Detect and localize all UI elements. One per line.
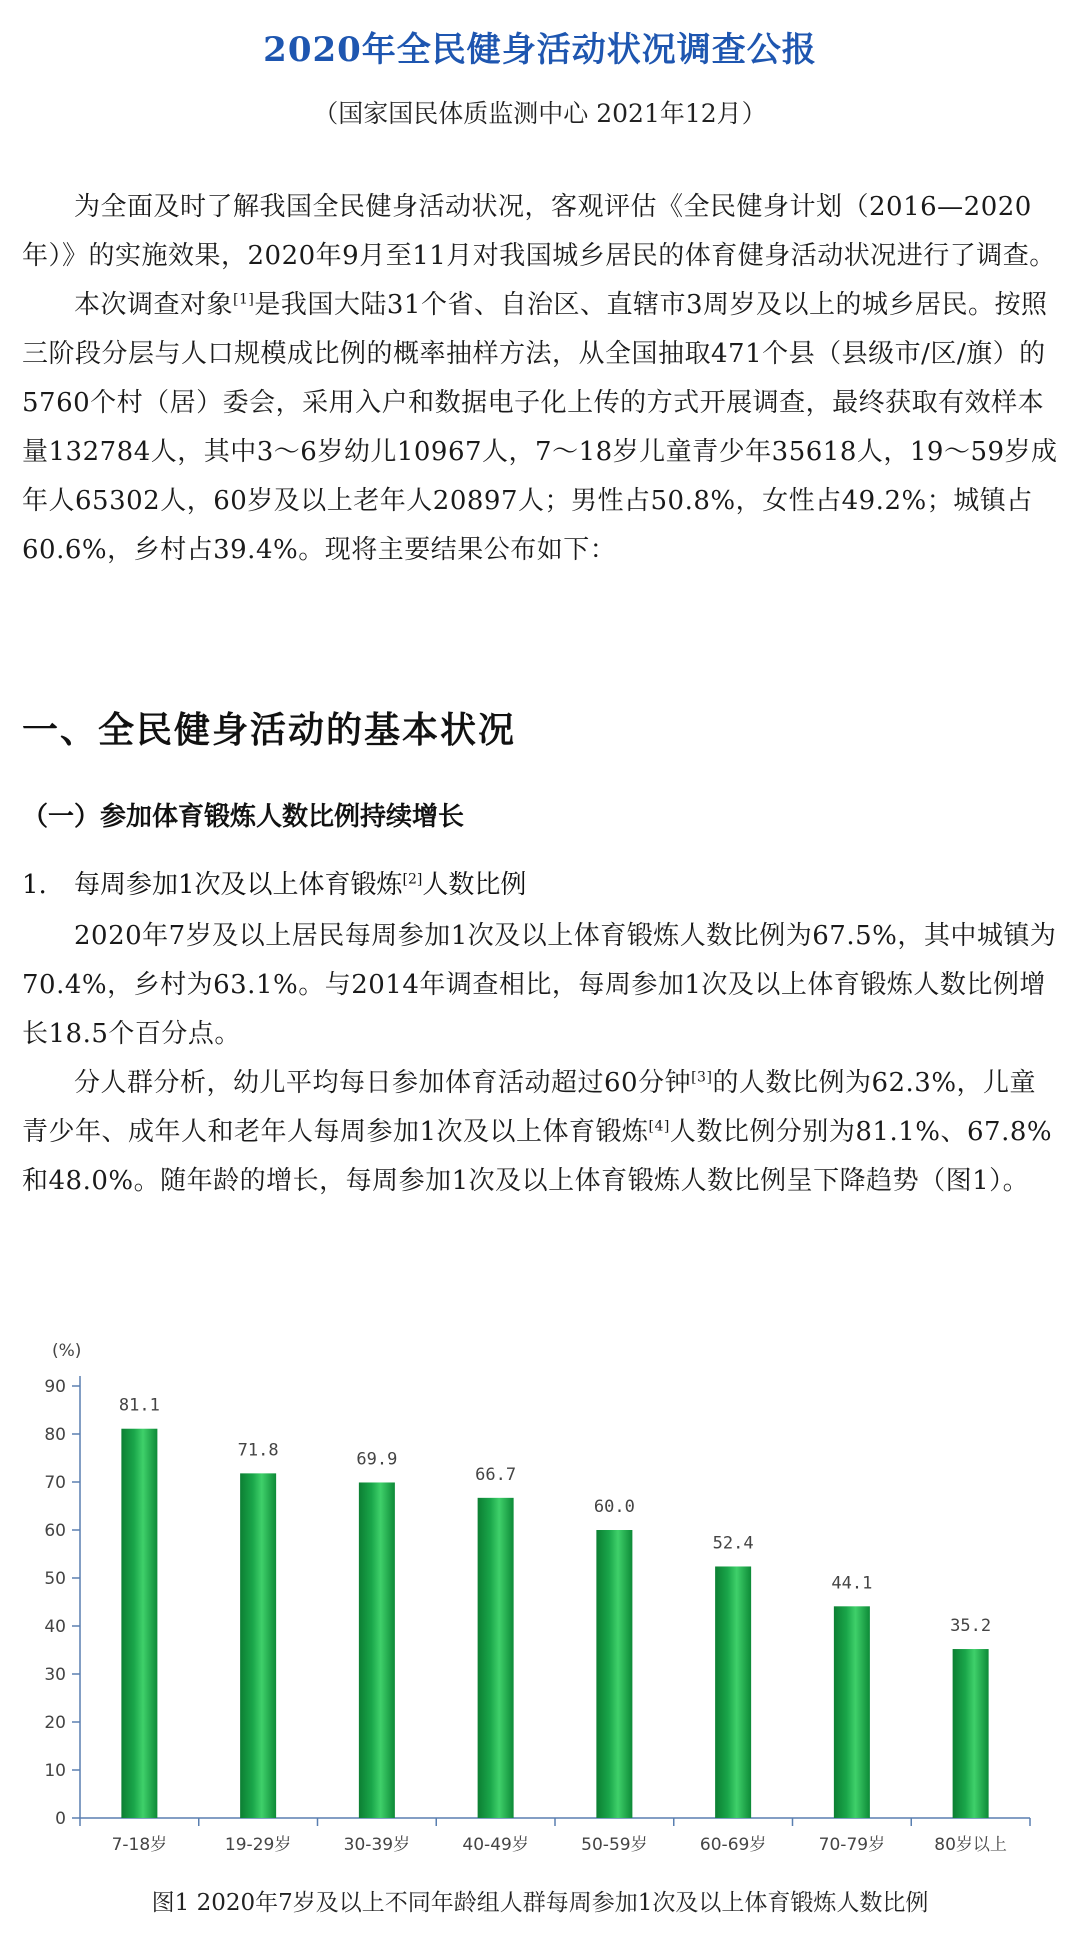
section-heading: 一、全民健身活动的基本状况 bbox=[22, 709, 517, 751]
y-tick-label: 80 bbox=[44, 1425, 66, 1445]
bar-value-label: 71.8 bbox=[237, 1440, 279, 1461]
results-paragraph-1: 2020年7岁及以上居民每周参加1次及以上体育锻炼人数比例为67.5%，其中城镇为70.4%，乡村为63.1%。与2014年调查相比，每周参加1次及以上体育锻炼人数比例增长18.5个百分点。 bbox=[22, 921, 1057, 1049]
results-section bbox=[22, 912, 1062, 1206]
bar bbox=[715, 1566, 751, 1818]
bar-value-label: 81.1 bbox=[118, 1395, 160, 1416]
bar bbox=[596, 1530, 632, 1818]
intro-section bbox=[22, 183, 1062, 575]
y-tick-label: 30 bbox=[44, 1665, 66, 1685]
bar-chart bbox=[0, 1330, 1080, 1950]
text-span: 分人群分析，幼儿平均每日参加体育活动超过60分钟 bbox=[74, 1068, 692, 1098]
y-tick-label: 10 bbox=[44, 1761, 66, 1781]
x-tick-label: 7-18岁 bbox=[111, 1835, 168, 1855]
bar bbox=[478, 1498, 514, 1818]
x-tick-label: 50-59岁 bbox=[581, 1835, 648, 1855]
bar-value-label: 69.9 bbox=[356, 1449, 398, 1470]
y-tick-label: 60 bbox=[44, 1521, 66, 1541]
bar-value-label: 44.1 bbox=[831, 1573, 873, 1594]
footnote-ref: [2] bbox=[402, 871, 423, 888]
results-paragraph-2 bbox=[22, 1059, 1062, 1206]
y-tick-label: 90 bbox=[44, 1377, 66, 1397]
x-tick-label: 30-39岁 bbox=[343, 1835, 411, 1855]
item-heading bbox=[22, 864, 526, 901]
figure-caption: 图1 2020年7岁及以上不同年龄组人群每周参加1次及以上体育锻炼人数比例 bbox=[151, 1890, 929, 1916]
y-tick-label: 20 bbox=[44, 1713, 66, 1733]
bar bbox=[359, 1482, 395, 1818]
bar bbox=[834, 1606, 870, 1818]
text-span: 的人数比例为62.3%，儿童青少年、成年人和老年人每周参加1次及以上体育锻炼 bbox=[22, 1068, 1037, 1147]
intro-paragraph-1: 为全面及时了解我国全民健身活动状况，客观评估《全民健身计划（2016—2020年）》的实施效果，2020年9月至11月对我国城乡居民的体育健身活动状况进行了调查。 bbox=[22, 192, 1056, 271]
bar bbox=[240, 1473, 276, 1818]
x-tick-label: 19-29岁 bbox=[224, 1835, 292, 1855]
bar-value-label: 35.2 bbox=[950, 1616, 992, 1637]
x-tick-label: 70-79岁 bbox=[818, 1835, 886, 1855]
text-span: 本次调查对象 bbox=[74, 290, 234, 320]
intro-paragraph-2 bbox=[22, 281, 1062, 575]
footnote-ref: [1] bbox=[233, 291, 255, 308]
bar bbox=[953, 1649, 989, 1818]
subsection-heading: （一）参加体育锻炼人数比例持续增长 bbox=[22, 802, 465, 832]
item-number: 1. bbox=[22, 870, 47, 900]
text-span: 人数比例 bbox=[422, 870, 527, 900]
y-tick-label: 0 bbox=[55, 1809, 66, 1829]
x-tick-label: 40-49岁 bbox=[462, 1835, 529, 1855]
y-axis-label: (%) bbox=[52, 1341, 82, 1361]
footnote-ref: [4] bbox=[648, 1118, 670, 1135]
document-title: 2020年全民健身活动状况调查公报 bbox=[263, 30, 817, 70]
chart-svg bbox=[0, 1330, 1080, 1930]
bar-value-label: 66.7 bbox=[475, 1464, 517, 1485]
y-tick-label: 50 bbox=[44, 1569, 66, 1589]
document-subtitle: （国家国民体质监测中心 2021年12月） bbox=[313, 99, 767, 128]
text-span: 是我国大陆31个省、自治区、直辖市3周岁及以上的城乡居民。按照三阶段分层与人口规模成比例的概率抽样方法，从全国抽取471个县（县级市/区/旗）的5760个村（居）委会，采用入户和数据电子化上传的方式开展调查，最终获取有效样本量132784人，其中3～6岁幼儿10967人，7～18岁儿童青少年35618人，19～59岁成年人65302人，60岁及以上老年人20897人；男性占50.8%，女性占49.2%；城镇占60.6%，乡村占39.4%。现将主要结果公布如下： bbox=[22, 290, 1058, 565]
x-tick-label: 80岁以上 bbox=[934, 1835, 1007, 1855]
x-tick-label: 60-69岁 bbox=[699, 1835, 767, 1855]
footnote-ref: [3] bbox=[691, 1069, 713, 1086]
bar bbox=[121, 1429, 157, 1818]
y-tick-label: 40 bbox=[44, 1617, 66, 1637]
bar-value-label: 52.4 bbox=[712, 1533, 754, 1554]
bar-value-label: 60.0 bbox=[593, 1497, 635, 1517]
y-tick-label: 70 bbox=[44, 1473, 66, 1493]
text-span: 每周参加1次及以上体育锻炼 bbox=[74, 870, 403, 900]
text-span: 人数比例分别为81.1%、67.8%和48.0%。随年龄的增长，每周参加1次及以上体育锻炼人数比例呈下降趋势（图1）。 bbox=[22, 1117, 1053, 1196]
